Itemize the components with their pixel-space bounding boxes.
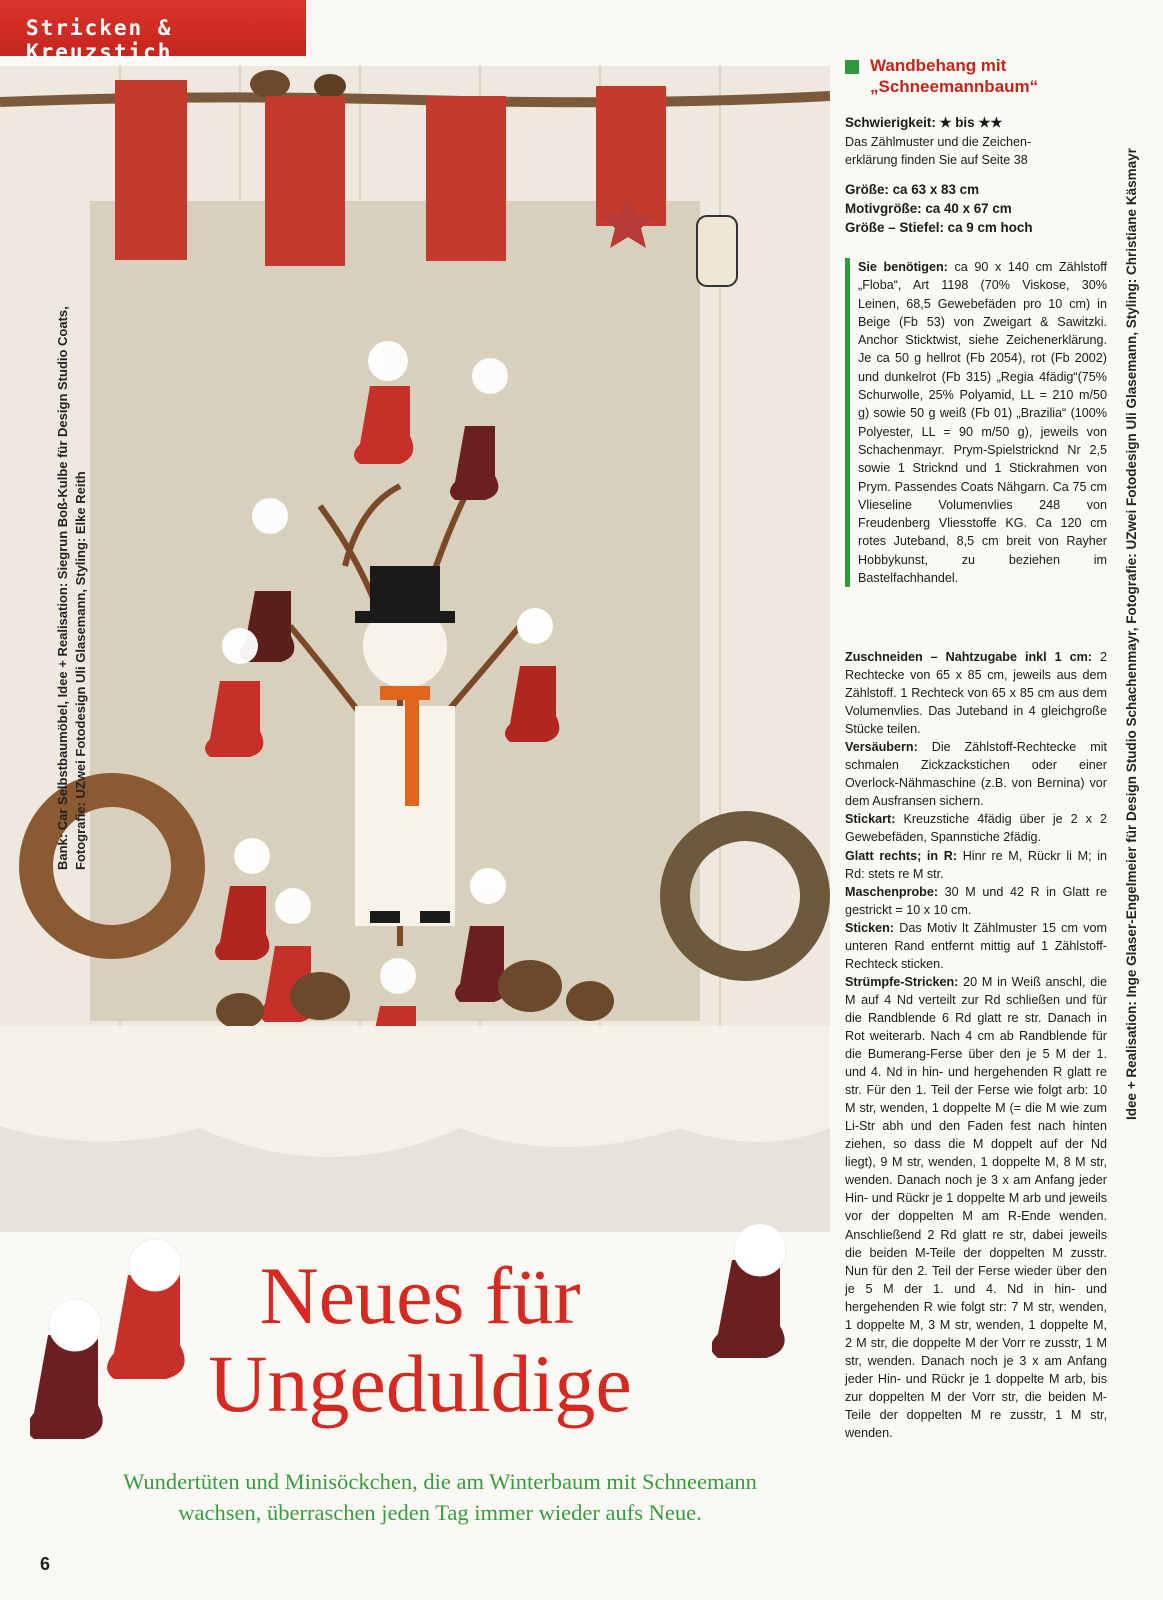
difficulty-note-line2: erklärung finden Sie auf Seite 38 [845, 153, 1028, 167]
project-title [870, 55, 1110, 97]
instruction-text: Hinr re M, Rückr li M; in Rd: stets re M str. [845, 848, 1108, 881]
instruction-text: Das Motiv lt Zählmuster 15 cm vom unteren Rand entfernt mittig auf 1 Zählstoff-Rechteck sticken. [845, 920, 1107, 971]
instruction-gauge [845, 883, 1107, 919]
difficulty-value: ★ bis ★★ [939, 115, 1003, 130]
photo-credit-line2: Fotografie: UZwei Fotodesign Uli Glasemann, Styling: Elke Reith [73, 471, 88, 870]
instruction-label: Strümpfe-Stricken: [845, 974, 959, 989]
size-motif: Motivgröße: ca 40 x 67 cm [845, 201, 1012, 216]
size-stocking: Größe – Stiefel: ca 9 cm hoch [845, 220, 1033, 235]
instruction-text: 30 M und 42 R in Glatt re gestrickt = 10 x 10 cm. [845, 884, 1108, 917]
instruction-label: Sticken: [845, 920, 894, 935]
photo-credit [55, 150, 91, 870]
subline-line2: wachsen, überraschen jeden Tag immer wieder aufs Neue. [178, 1500, 702, 1525]
headline-line1: Neues für [259, 1250, 581, 1341]
sizes [845, 180, 1107, 237]
instruction-cut [845, 648, 1107, 738]
subline-line1: Wundertüten und Minisöckchen, die am Winterbaum mit Schneemann [123, 1469, 757, 1494]
instruction-finish [845, 738, 1107, 810]
photo-illustration [0, 66, 830, 1232]
instruction-text: 2 Rechtecke von 65 x 85 cm, jeweils aus dem Zählstoff. 1 Rechteck von 65 x 85 cm aus dem Volumenvlies. Das Juteband in 4 gleichgroße Stücke teilen. [845, 650, 1108, 737]
materials-block [845, 258, 1107, 587]
project-title-line1: Wandbehang mit [870, 56, 1007, 75]
materials-label: Sie benötigen: [858, 260, 948, 274]
difficulty-label: Schwierigkeit: [845, 115, 936, 130]
page-number: 6 [40, 1554, 51, 1574]
instruction-text: Kreuzstiche 4fädig über je 2 x 2 Gewebefäden, Spannstiche 2fädig. [845, 812, 1108, 845]
instruction-stitch [845, 810, 1107, 846]
section-tab [0, 0, 306, 64]
subline [60, 1466, 820, 1528]
instructions-block [845, 648, 1107, 1442]
green-square-icon [845, 60, 859, 74]
section-tab-label: Stricken & Kreuzstich [26, 16, 173, 64]
instruction-label: Zuschneiden – Nahtzugabe inkl 1 cm: [845, 650, 1093, 664]
instruction-text: 20 M in Weiß anschl, die M auf 4 Nd verteilt zur Rd schließen und für die Randblende 6 Rd glatt re str. Danach in Rot weiterarb. Nach 4 cm ab Randblende für die Bumerang-Ferse über den je 5 M der 1. und 4. Nd in hin- und hergehenden R glatt re str. Für den 1. Teil der Ferse wie folgt arb: 10 M str, wenden, 1 doppelte M (= die M wie zum Li-Str abh und den Faden fest nach hinten ziehen, so dass die M doppelt auf der Nd liegt), 9 M str, wenden, 1 doppelte M, 8 M str, wenden. Danach noch je 3 x am Anfang jeder Hin- und Rückr je 1 doppelte M arb und jeweils vor der doppelten M am R-Ende wenden. Anschließend 2 Rd glatt re str, dabei jeweils die beiden M-Teile der doppelten M zusstr. Nun für den 2. Teil der Ferse wieder über den je 5 M der 1. und 4. Nd in hin- und hergehenden R wie folgt str: 7 M str, wenden, 1 doppelte M, 3 M str, wenden, 1 doppelte M, 2 M str, die doppelte M der Vorr re zusstr, 1 M str, wenden. Danach noch je 3 x am Anfang jeder Hin- und Rückr je 1 doppelte M arb, bis zur doppelten M der Vorr str, die beiden M-Teile der doppelten M re zusstr, 1 M str, wenden. [845, 974, 1107, 1441]
instruction-embroider [845, 919, 1107, 973]
headline [90, 1252, 750, 1428]
difficulty-note [845, 133, 1107, 169]
instruction-text: Die Zählstoff-Rechtecke mit schmalen Zickzackstichen oder einer Overlock-Nähmaschine (z.B. von Bernina) vor dem Ausfransen sichern. [845, 740, 1107, 809]
snowman-motif [355, 566, 455, 926]
headline-line2: Ungeduldige [208, 1338, 632, 1429]
instruction-label: Versäubern: [845, 740, 918, 755]
instruction-stockinette [845, 847, 1107, 883]
difficulty [845, 113, 1107, 132]
snowman-ornament-icon [697, 216, 737, 286]
size-total: Größe: ca 63 x 83 cm [845, 182, 979, 197]
project-title-line2: „Schneemannbaum“ [870, 77, 1039, 96]
instruction-knit-stockings [845, 973, 1107, 1442]
materials-text: ca 90 x 140 cm Zählstoff „Floba“, Art 1198 (70% Viskose, 30% Leinen, 68,5 Gewebefäden pro 10 cm) in Beige (Fb 53) von Zweigart & Sawitzki. Anchor Sticktwist, siehe Zeichenerklärung. Je ca 50 g hellrot (Fb 2054), rot (Fb 2002) und dunkelrot (Fb 315) „Regia 4fädig“(75% Schurwolle, 25% Polyamid, LL = 210 m/50 g) sowie 50 g weiß (Fb 01) „Brazilia“ (100% Polyester, LL = 90 m/50 g), jeweils von Schachenmayr. Prym-Spielstricknd Nr 2,5 sowie 1 Stricknd und 1 Stickrahmen von Prym. Passendes Coats Nähgarn. Ca 75 cm Vlieseline Volumenvlies 248 von Freudenberg Vliesstoffe KG. Ca 120 cm rotes Juteband, 8,5 cm breit von Rayher Hobbykunst, zu beziehen im Bastelfachhandel. [858, 260, 1107, 586]
instruction-label: Stickart: [845, 812, 896, 827]
project-credit-text: Idee + Realisation: Inge Glaser-Engelmeier für Design Studio Schachenmayr, Fotografie: UZwei Fotodesign Uli Glasemann, Styling: Christiane Käsmayr [1124, 148, 1139, 1120]
hero-photo [0, 66, 830, 1232]
project-credit [1116, 40, 1156, 1120]
difficulty-note-line1: Das Zählmuster und die Zeichen- [845, 135, 1032, 149]
instruction-label: Maschenprobe: [845, 884, 939, 899]
instruction-label: Glatt rechts; in R: [845, 848, 958, 863]
photo-credit-line1: Bank: Car Selbstbaumöbel, Idee + Realisation: Siegrun Boß-Kulbe für Design Studio Coats, [55, 306, 70, 870]
